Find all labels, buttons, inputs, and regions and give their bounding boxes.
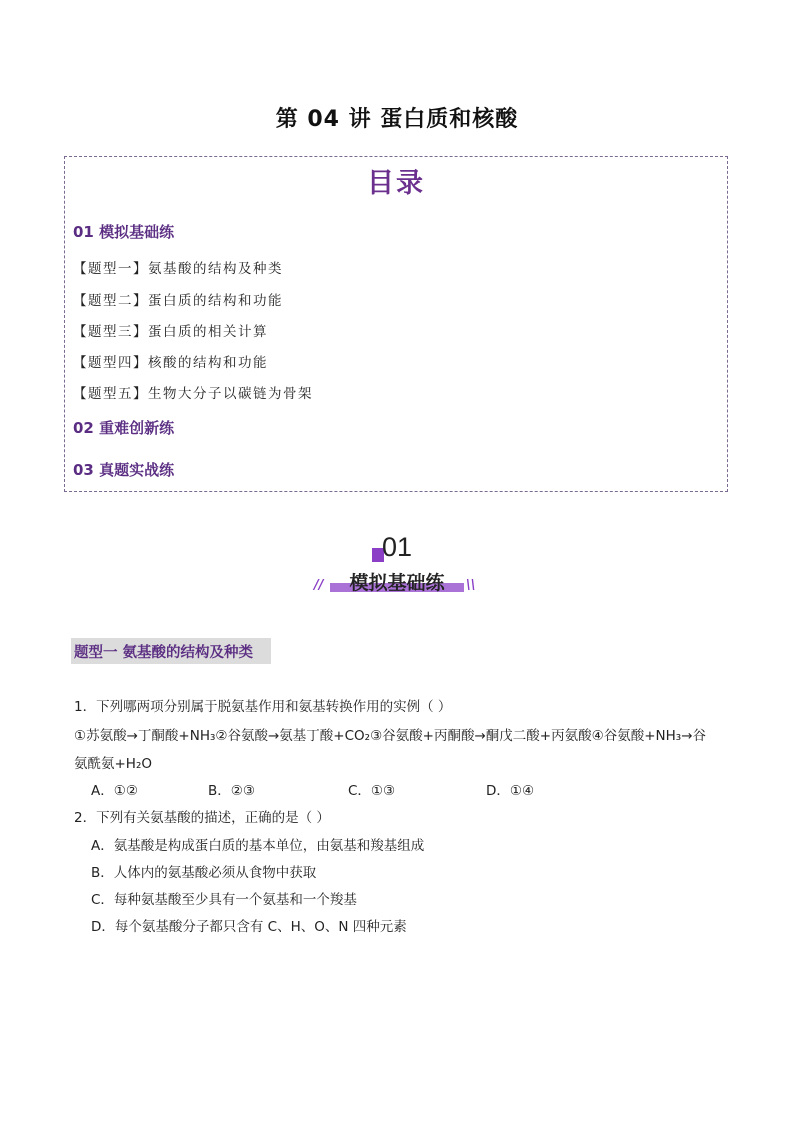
page-title: 第 04 讲 蛋白质和核酸 — [275, 107, 519, 132]
section-slash-right: \\ — [466, 578, 476, 593]
toc-section-3[interactable]: 03 真题实战练 — [73, 461, 175, 479]
toc-section-1[interactable]: 01 模拟基础练 — [73, 223, 175, 241]
question-1-option-b[interactable]: B．②③ — [208, 783, 255, 799]
section-slash-left: // — [314, 578, 324, 593]
section-title: 模拟基础练 — [349, 572, 445, 594]
question-1-line-2: ①苏氨酸→丁酮酸+NH₃②谷氨酸→氨基丁酸+CO₂③谷氨酸+丙酮酸→酮戊二酸+丙氨酸④谷氨酸+NH₃→谷 — [74, 728, 707, 744]
question-1-option-d[interactable]: D．①④ — [486, 783, 535, 799]
toc-item-3[interactable]: 【题型三】蛋白质的相关计算 — [73, 324, 268, 340]
toc-heading: 目录 — [367, 168, 425, 199]
section-number: 01 — [381, 532, 413, 562]
type-heading: 题型一 氨基酸的结构及种类 — [74, 645, 254, 661]
question-2-stem: 2．下列有关氨基酸的描述，正确的是（ ） — [74, 810, 330, 826]
question-1-line-3: 氨酰氨+H₂O — [74, 756, 153, 772]
question-1-option-c[interactable]: C．①③ — [348, 783, 396, 799]
toc-item-4[interactable]: 【题型四】核酸的结构和功能 — [73, 355, 268, 371]
toc-section-2[interactable]: 02 重难创新练 — [73, 419, 175, 437]
question-2-option-a[interactable]: A．氨基酸是构成蛋白质的基本单位，由氨基和羧基组成 — [91, 838, 425, 854]
toc-item-5[interactable]: 【题型五】生物大分子以碳链为骨架 — [73, 386, 313, 402]
question-2-option-b[interactable]: B．人体内的氨基酸必须从食物中获取 — [91, 865, 317, 881]
toc-item-1[interactable]: 【题型一】氨基酸的结构及种类 — [73, 261, 283, 277]
question-1-stem: 1．下列哪两项分别属于脱氨基作用和氨基转换作用的实例（ ） — [74, 699, 452, 715]
question-2-option-c[interactable]: C．每种氨基酸至少具有一个氨基和一个羧基 — [91, 892, 357, 908]
question-1-option-a[interactable]: A．①② — [91, 783, 138, 799]
toc-item-2[interactable]: 【题型二】蛋白质的结构和功能 — [73, 293, 283, 309]
table-of-contents — [64, 156, 728, 492]
question-2-option-d[interactable]: D．每个氨基酸分子都只含有 C、H、O、N 四种元素 — [91, 919, 407, 935]
